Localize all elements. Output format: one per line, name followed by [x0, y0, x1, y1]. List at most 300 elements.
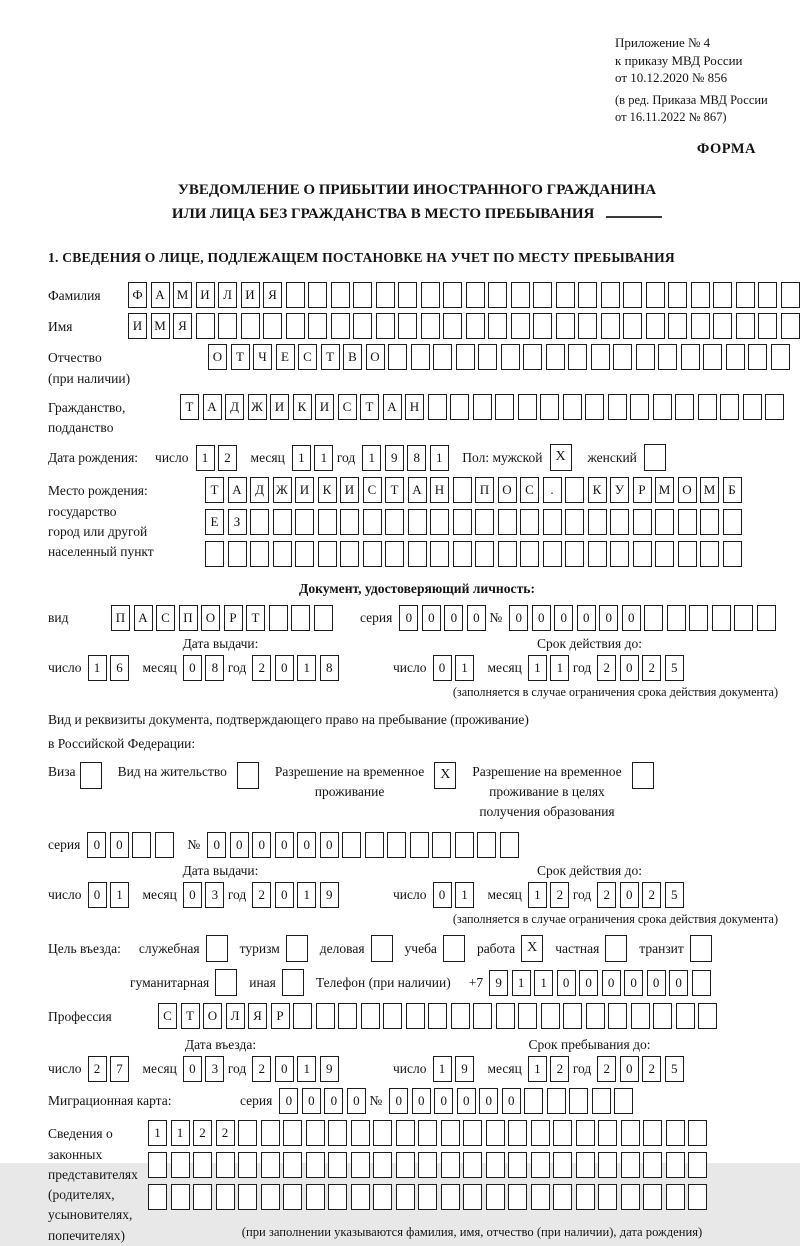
char-box[interactable] [668, 282, 687, 308]
char-box[interactable]: С [363, 477, 382, 503]
char-box[interactable] [340, 541, 359, 567]
char-box[interactable]: 0 [183, 882, 202, 908]
char-box[interactable] [531, 1152, 550, 1178]
purpose-work-checkbox[interactable]: X [521, 935, 543, 962]
char-box[interactable]: 0 [620, 655, 639, 681]
char-box[interactable] [636, 344, 655, 370]
char-box[interactable] [363, 509, 382, 535]
char-box[interactable] [758, 313, 777, 339]
char-box[interactable] [406, 1003, 425, 1029]
char-box[interactable] [520, 541, 539, 567]
char-box[interactable] [698, 394, 717, 420]
char-box[interactable] [734, 605, 753, 631]
char-box[interactable]: 0 [669, 970, 688, 996]
char-box[interactable] [396, 1184, 415, 1210]
char-box[interactable] [250, 541, 269, 567]
char-box[interactable]: 0 [479, 1088, 498, 1114]
char-box[interactable] [269, 605, 288, 631]
char-box[interactable] [655, 541, 674, 567]
char-box[interactable]: Б [723, 477, 742, 503]
char-box[interactable]: 5 [665, 655, 684, 681]
char-box[interactable] [547, 1088, 566, 1114]
char-box[interactable] [218, 313, 237, 339]
char-box[interactable]: И [340, 477, 359, 503]
char-box[interactable] [543, 509, 562, 535]
sex-female-checkbox[interactable] [644, 444, 666, 471]
char-box[interactable]: . [543, 477, 562, 503]
char-box[interactable] [398, 313, 417, 339]
char-box[interactable] [678, 541, 697, 567]
char-box[interactable] [441, 1120, 460, 1146]
char-box[interactable] [473, 394, 492, 420]
char-box[interactable]: 9 [320, 1056, 339, 1082]
char-box[interactable] [610, 509, 629, 535]
char-box[interactable] [720, 394, 739, 420]
char-box[interactable]: 2 [642, 882, 661, 908]
char-box[interactable] [171, 1152, 190, 1178]
char-box[interactable] [443, 313, 462, 339]
char-box[interactable]: 0 [622, 605, 641, 631]
char-box[interactable] [171, 1184, 190, 1210]
char-box[interactable]: Ф [128, 282, 147, 308]
char-box[interactable]: Я [248, 1003, 267, 1029]
char-box[interactable]: Ч [253, 344, 272, 370]
char-box[interactable]: С [338, 394, 357, 420]
char-box[interactable] [666, 1152, 685, 1178]
char-box[interactable] [588, 541, 607, 567]
char-box[interactable]: А [408, 477, 427, 503]
char-box[interactable] [610, 541, 629, 567]
char-box[interactable] [576, 1184, 595, 1210]
char-box[interactable] [396, 1120, 415, 1146]
char-box[interactable] [463, 1152, 482, 1178]
char-box[interactable]: 2 [597, 1056, 616, 1082]
char-box[interactable]: А [228, 477, 247, 503]
char-box[interactable] [623, 282, 642, 308]
char-box[interactable]: Т [181, 1003, 200, 1029]
char-box[interactable]: З [228, 509, 247, 535]
char-box[interactable] [193, 1184, 212, 1210]
char-box[interactable]: 0 [88, 882, 107, 908]
char-box[interactable] [441, 1152, 460, 1178]
char-box[interactable]: Р [633, 477, 652, 503]
char-box[interactable]: Т [360, 394, 379, 420]
char-box[interactable]: 0 [389, 1088, 408, 1114]
char-box[interactable] [667, 605, 686, 631]
char-box[interactable]: М [655, 477, 674, 503]
char-box[interactable] [758, 282, 777, 308]
char-box[interactable] [216, 1184, 235, 1210]
char-box[interactable] [556, 313, 575, 339]
char-box[interactable] [328, 1152, 347, 1178]
char-box[interactable]: 2 [597, 882, 616, 908]
char-box[interactable] [338, 1003, 357, 1029]
char-box[interactable]: И [295, 477, 314, 503]
char-box[interactable]: У [610, 477, 629, 503]
char-box[interactable] [450, 394, 469, 420]
char-box[interactable]: 2 [252, 882, 271, 908]
char-box[interactable] [688, 1184, 707, 1210]
char-box[interactable] [501, 344, 520, 370]
char-box[interactable] [614, 1088, 633, 1114]
char-box[interactable]: 1 [292, 445, 311, 471]
char-box[interactable]: 1 [148, 1120, 167, 1146]
char-box[interactable] [376, 282, 395, 308]
char-box[interactable] [453, 509, 472, 535]
char-box[interactable]: 0 [509, 605, 528, 631]
char-box[interactable] [250, 509, 269, 535]
char-box[interactable] [608, 394, 627, 420]
char-box[interactable]: 0 [347, 1088, 366, 1114]
char-box[interactable] [428, 1003, 447, 1029]
char-box[interactable] [655, 509, 674, 535]
char-box[interactable]: Т [246, 605, 265, 631]
char-box[interactable]: 1 [297, 1056, 316, 1082]
char-box[interactable] [273, 541, 292, 567]
char-box[interactable] [565, 541, 584, 567]
char-box[interactable] [565, 477, 584, 503]
char-box[interactable] [316, 1003, 335, 1029]
char-box[interactable] [666, 1120, 685, 1146]
char-box[interactable] [238, 1184, 257, 1210]
char-box[interactable] [633, 541, 652, 567]
char-box[interactable] [373, 1152, 392, 1178]
char-box[interactable] [283, 1152, 302, 1178]
char-box[interactable] [736, 313, 755, 339]
char-box[interactable]: 2 [252, 655, 271, 681]
char-box[interactable] [456, 344, 475, 370]
char-box[interactable]: О [203, 1003, 222, 1029]
char-box[interactable]: 0 [532, 605, 551, 631]
char-box[interactable] [328, 1120, 347, 1146]
char-box[interactable] [666, 1184, 685, 1210]
char-box[interactable] [511, 282, 530, 308]
char-box[interactable]: Е [205, 509, 224, 535]
char-box[interactable] [353, 313, 372, 339]
char-box[interactable] [646, 282, 665, 308]
char-box[interactable] [643, 1184, 662, 1210]
char-box[interactable] [261, 1152, 280, 1178]
char-box[interactable]: М [151, 313, 170, 339]
char-box[interactable]: 0 [502, 1088, 521, 1114]
char-box[interactable]: 0 [433, 655, 452, 681]
char-box[interactable] [736, 282, 755, 308]
char-box[interactable] [308, 313, 327, 339]
char-box[interactable] [688, 1152, 707, 1178]
char-box[interactable] [453, 477, 472, 503]
char-box[interactable] [295, 509, 314, 535]
char-box[interactable]: А [203, 394, 222, 420]
purpose-study-checkbox[interactable] [443, 935, 465, 962]
char-box[interactable]: 0 [87, 832, 106, 858]
char-box[interactable] [771, 344, 790, 370]
char-box[interactable] [451, 1003, 470, 1029]
char-box[interactable]: Ж [248, 394, 267, 420]
char-box[interactable] [376, 313, 395, 339]
char-box[interactable]: 2 [597, 655, 616, 681]
char-box[interactable] [644, 605, 663, 631]
purpose-tourism-checkbox[interactable] [286, 935, 308, 962]
char-box[interactable] [546, 344, 565, 370]
char-box[interactable] [387, 832, 406, 858]
char-box[interactable] [598, 1184, 617, 1210]
char-box[interactable] [373, 1184, 392, 1210]
char-box[interactable] [623, 313, 642, 339]
char-box[interactable] [351, 1120, 370, 1146]
char-box[interactable] [531, 1120, 550, 1146]
char-box[interactable] [691, 282, 710, 308]
char-box[interactable]: С [298, 344, 317, 370]
char-box[interactable]: Р [224, 605, 243, 631]
char-box[interactable] [314, 605, 333, 631]
char-box[interactable] [430, 541, 449, 567]
char-box[interactable] [723, 541, 742, 567]
char-box[interactable]: 2 [550, 1056, 569, 1082]
char-box[interactable] [216, 1152, 235, 1178]
char-box[interactable] [428, 394, 447, 420]
char-box[interactable]: 1 [528, 882, 547, 908]
char-box[interactable]: 7 [110, 1056, 129, 1082]
char-box[interactable] [388, 344, 407, 370]
char-box[interactable] [757, 605, 776, 631]
char-box[interactable] [781, 282, 800, 308]
char-box[interactable] [241, 313, 260, 339]
char-box[interactable]: 0 [444, 605, 463, 631]
char-box[interactable] [518, 394, 537, 420]
char-box[interactable] [396, 1152, 415, 1178]
char-box[interactable] [475, 541, 494, 567]
char-box[interactable] [691, 313, 710, 339]
char-box[interactable] [383, 1003, 402, 1029]
char-box[interactable] [703, 344, 722, 370]
char-box[interactable]: М [173, 282, 192, 308]
char-box[interactable] [523, 344, 542, 370]
char-box[interactable] [533, 282, 552, 308]
char-box[interactable] [508, 1120, 527, 1146]
char-box[interactable]: 1 [171, 1120, 190, 1146]
char-box[interactable] [193, 1152, 212, 1178]
char-box[interactable]: 2 [642, 1056, 661, 1082]
char-box[interactable]: К [588, 477, 607, 503]
char-box[interactable]: 1 [110, 882, 129, 908]
char-box[interactable] [613, 344, 632, 370]
char-box[interactable]: 1 [455, 655, 474, 681]
char-box[interactable] [148, 1152, 167, 1178]
char-box[interactable] [421, 282, 440, 308]
char-box[interactable]: 1 [528, 1056, 547, 1082]
char-box[interactable] [586, 1003, 605, 1029]
char-box[interactable] [681, 344, 700, 370]
char-box[interactable]: И [196, 282, 215, 308]
char-box[interactable] [340, 509, 359, 535]
char-box[interactable]: С [158, 1003, 177, 1029]
char-box[interactable] [553, 1152, 572, 1178]
char-box[interactable]: 1 [362, 445, 381, 471]
char-box[interactable] [668, 313, 687, 339]
char-box[interactable] [653, 394, 672, 420]
char-box[interactable] [568, 344, 587, 370]
char-box[interactable]: Д [225, 394, 244, 420]
char-box[interactable]: О [366, 344, 385, 370]
char-box[interactable]: А [134, 605, 153, 631]
char-box[interactable] [585, 394, 604, 420]
char-box[interactable] [621, 1184, 640, 1210]
char-box[interactable]: 0 [230, 832, 249, 858]
char-box[interactable] [408, 541, 427, 567]
char-box[interactable] [630, 394, 649, 420]
char-box[interactable] [196, 313, 215, 339]
char-box[interactable] [495, 394, 514, 420]
char-box[interactable] [308, 282, 327, 308]
char-box[interactable] [688, 1120, 707, 1146]
char-box[interactable]: 0 [433, 882, 452, 908]
char-box[interactable] [508, 1184, 527, 1210]
char-box[interactable]: С [520, 477, 539, 503]
purpose-business-checkbox[interactable] [371, 935, 393, 962]
char-box[interactable] [228, 541, 247, 567]
char-box[interactable]: 8 [407, 445, 426, 471]
char-box[interactable]: 1 [314, 445, 333, 471]
char-box[interactable] [238, 1152, 257, 1178]
char-box[interactable] [608, 1003, 627, 1029]
char-box[interactable]: Д [250, 477, 269, 503]
char-box[interactable]: 1 [433, 1056, 452, 1082]
char-box[interactable]: 0 [434, 1088, 453, 1114]
char-box[interactable] [553, 1120, 572, 1146]
char-box[interactable] [463, 1184, 482, 1210]
char-box[interactable] [306, 1120, 325, 1146]
char-box[interactable] [781, 313, 800, 339]
char-box[interactable]: 8 [205, 655, 224, 681]
char-box[interactable] [291, 605, 310, 631]
char-box[interactable] [553, 1184, 572, 1210]
char-box[interactable]: 1 [534, 970, 553, 996]
visa-checkbox[interactable] [80, 762, 102, 789]
char-box[interactable]: И [315, 394, 334, 420]
char-box[interactable] [418, 1152, 437, 1178]
temp-permit-checkbox[interactable]: X [434, 762, 456, 789]
char-box[interactable] [432, 832, 451, 858]
edu-permit-checkbox[interactable] [632, 762, 654, 789]
char-box[interactable]: 0 [557, 970, 576, 996]
char-box[interactable]: 5 [665, 882, 684, 908]
char-box[interactable]: Т [205, 477, 224, 503]
char-box[interactable] [466, 313, 485, 339]
purpose-private-checkbox[interactable] [605, 935, 627, 962]
char-box[interactable] [411, 344, 430, 370]
char-box[interactable]: 0 [399, 605, 418, 631]
char-box[interactable]: 0 [467, 605, 486, 631]
char-box[interactable]: 2 [550, 882, 569, 908]
char-box[interactable] [418, 1120, 437, 1146]
char-box[interactable]: М [700, 477, 719, 503]
char-box[interactable] [700, 509, 719, 535]
char-box[interactable] [331, 282, 350, 308]
char-box[interactable] [621, 1152, 640, 1178]
char-box[interactable] [689, 605, 708, 631]
char-box[interactable] [563, 394, 582, 420]
char-box[interactable]: 3 [205, 1056, 224, 1082]
char-box[interactable] [712, 605, 731, 631]
char-box[interactable] [293, 1003, 312, 1029]
char-box[interactable] [238, 1120, 257, 1146]
char-box[interactable]: 0 [579, 970, 598, 996]
char-box[interactable] [578, 282, 597, 308]
char-box[interactable]: К [318, 477, 337, 503]
char-box[interactable] [261, 1120, 280, 1146]
char-box[interactable] [598, 1152, 617, 1178]
char-box[interactable] [455, 832, 474, 858]
char-box[interactable]: О [678, 477, 697, 503]
char-box[interactable]: П [179, 605, 198, 631]
char-box[interactable]: И [270, 394, 289, 420]
char-box[interactable] [331, 313, 350, 339]
char-box[interactable] [520, 509, 539, 535]
char-box[interactable]: Ж [273, 477, 292, 503]
char-box[interactable] [675, 394, 694, 420]
char-box[interactable]: Л [218, 282, 237, 308]
char-box[interactable]: 5 [665, 1056, 684, 1082]
char-box[interactable] [365, 832, 384, 858]
sex-male-checkbox[interactable]: X [550, 444, 572, 471]
char-box[interactable]: С [156, 605, 175, 631]
char-box[interactable]: И [241, 282, 260, 308]
char-box[interactable] [486, 1120, 505, 1146]
char-box[interactable] [353, 282, 372, 308]
char-box[interactable]: 0 [275, 655, 294, 681]
char-box[interactable] [643, 1152, 662, 1178]
char-box[interactable] [726, 344, 745, 370]
char-box[interactable]: О [201, 605, 220, 631]
char-box[interactable]: 0 [412, 1088, 431, 1114]
char-box[interactable] [273, 509, 292, 535]
char-box[interactable] [486, 1152, 505, 1178]
char-box[interactable] [283, 1184, 302, 1210]
char-box[interactable] [633, 509, 652, 535]
char-box[interactable] [463, 1120, 482, 1146]
char-box[interactable]: 0 [324, 1088, 343, 1114]
char-box[interactable]: Т [180, 394, 199, 420]
purpose-other-checkbox[interactable] [282, 969, 304, 996]
char-box[interactable]: Т [321, 344, 340, 370]
char-box[interactable] [498, 509, 517, 535]
char-box[interactable]: 0 [554, 605, 573, 631]
char-box[interactable] [601, 313, 620, 339]
char-box[interactable] [306, 1152, 325, 1178]
char-box[interactable] [286, 313, 305, 339]
char-box[interactable]: 0 [624, 970, 643, 996]
char-box[interactable] [524, 1088, 543, 1114]
char-box[interactable]: 2 [252, 1056, 271, 1082]
char-box[interactable] [477, 832, 496, 858]
char-box[interactable] [306, 1184, 325, 1210]
char-box[interactable] [540, 394, 559, 420]
char-box[interactable]: 0 [302, 1088, 321, 1114]
char-box[interactable]: 1 [196, 445, 215, 471]
char-box[interactable] [743, 394, 762, 420]
char-box[interactable] [700, 541, 719, 567]
char-box[interactable] [646, 313, 665, 339]
char-box[interactable] [713, 282, 732, 308]
char-box[interactable] [569, 1088, 588, 1114]
char-box[interactable] [398, 282, 417, 308]
char-box[interactable] [496, 1003, 515, 1029]
char-box[interactable]: Р [271, 1003, 290, 1029]
char-box[interactable]: 3 [205, 882, 224, 908]
char-box[interactable]: Я [173, 313, 192, 339]
char-box[interactable]: 2 [642, 655, 661, 681]
char-box[interactable]: 1 [297, 882, 316, 908]
